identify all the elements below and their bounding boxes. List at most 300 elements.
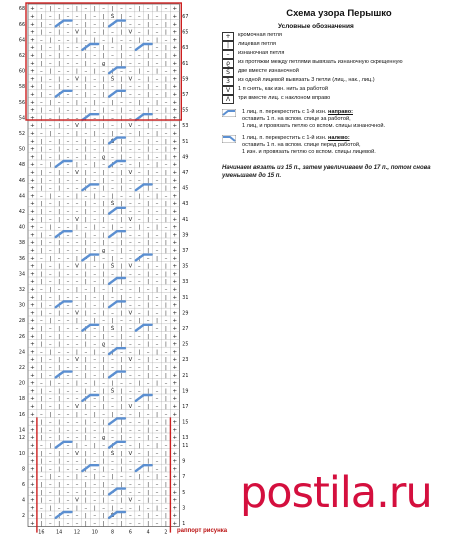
stitch-symbol: – [75,107,79,114]
stitch-symbol: – [137,84,141,91]
stitch-symbol: ϱ [101,60,106,67]
stitch-symbol: | [147,341,150,348]
stitch-symbol: – [75,138,79,145]
stitch-symbol: – [75,146,79,153]
stitch-symbol: – [66,37,70,44]
stitch-symbol: | [58,201,61,208]
stitch-symbol: – [128,513,132,520]
legend-panel [222,8,456,180]
stitch-symbol: | [111,68,114,75]
legend-item [222,77,456,86]
stitch-symbol: – [146,411,150,418]
stitch-symbol: – [155,115,159,122]
stitch-symbol: – [137,45,141,52]
stitch-symbol: | [147,84,150,91]
legend-list [222,32,456,104]
stitch-symbol: – [146,349,150,356]
stitch-symbol: – [155,53,159,59]
stitch-symbol: – [48,154,52,161]
stitch-symbol: – [93,21,97,28]
stitch-symbol: | [120,466,123,473]
legend-text: кромочная петля [238,32,282,38]
stitch-symbol: – [137,404,141,410]
stitch-symbol: | [102,388,105,395]
stitch-symbol: – [128,466,132,473]
stitch-symbol: – [155,240,159,247]
stitch-symbol: – [155,92,159,98]
stitch-symbol: – [128,365,132,371]
stitch-symbol: | [147,76,150,83]
stitch-symbol: | [147,201,150,208]
stitch-symbol: | [93,131,96,137]
stitch-symbol: | [147,60,150,67]
stitch-symbol: | [111,318,114,325]
stitch-symbol: – [111,419,114,426]
stitch-symbol: – [155,326,159,332]
stitch-symbol: | [120,201,123,208]
stitch-symbol: | [84,14,87,20]
stitch-symbol: – [48,419,52,426]
stitch-symbol: + [172,29,178,36]
stitch-symbol: – [48,29,52,36]
stitch-symbol: – [155,177,159,184]
stitch-symbol: – [128,92,132,98]
stitch-symbol: | [93,224,96,231]
stitch-symbol: – [146,474,150,481]
stitch-symbol: – [93,232,97,239]
row-number-left: 52 [18,132,25,137]
stitch-symbol: – [128,443,132,449]
stitch-symbol: | [58,279,61,286]
stitch-symbol: + [172,177,178,184]
stitch-symbol: + [172,146,178,153]
stitch-symbol: – [164,131,168,137]
stitch-symbol: | [58,92,61,98]
stitch-symbol: – [164,505,168,512]
stitch-symbol: | [84,53,87,59]
stitch-symbol: | [165,310,167,317]
stitch-symbol: – [84,37,88,44]
stitch-symbol: – [128,84,132,91]
stitch-symbol: – [128,185,132,192]
stitch-symbol: – [137,294,141,301]
stitch-symbol: | [165,365,167,371]
stitch-symbol: – [155,248,159,254]
stitch-symbol: | [120,209,123,215]
stitch-symbol: – [93,333,97,340]
row-number-right: 61 [182,61,189,67]
stitch-symbol: – [48,201,52,208]
stitch-symbol: + [30,92,35,98]
stitch-symbol: + [172,84,178,91]
stitch-symbol: | [102,310,105,317]
stitch-symbol: – [137,482,141,488]
stitch-symbol: – [93,435,97,442]
stitch-symbol: – [66,443,70,449]
stitch-symbol: – [93,404,97,410]
stitch-symbol: + [172,138,178,145]
stitch-symbol: – [102,224,106,231]
stitch-symbol: + [172,333,178,340]
stitch-symbol: | [111,131,114,137]
stitch-symbol: ϱ [101,341,106,348]
stitch-symbol: + [30,466,35,473]
stitch-symbol: | [102,333,105,340]
row-number-right: 63 [182,46,189,52]
stitch-symbol: Ś [110,388,115,395]
stitch-symbol: V [128,216,133,223]
stitch-symbol: | [93,505,96,512]
stitch-symbol: – [75,372,79,379]
stitch-symbol: + [172,497,178,504]
row-number-left: 28 [18,319,25,325]
stitch-symbol: – [137,419,141,426]
stitch-symbol: | [84,302,87,309]
stitch-symbol: | [165,271,167,278]
stitch-symbol: – [66,372,70,379]
stitch-symbol: | [58,107,61,114]
stitch-symbol: | [156,224,158,231]
stitch-symbol: | [102,92,105,98]
stitch-symbol: – [93,123,97,130]
stitch-symbol: – [111,146,114,153]
stitch-symbol: – [128,411,132,418]
stitch-symbol: – [66,489,70,496]
stitch-symbol: – [48,263,52,270]
stitch-symbol: – [48,92,52,98]
stitch-symbol: – [48,365,52,371]
row-number-right: 13 [182,436,189,442]
stitch-symbol: – [155,271,159,278]
stitch-symbol: | [58,482,61,488]
stitch-symbol: – [75,294,79,301]
stitch-symbol: + [172,396,178,403]
stitch-symbol: | [40,419,43,426]
stitch-symbol: – [48,21,52,28]
stitch-symbol: + [172,248,178,254]
stitch-symbol: – [48,209,52,215]
stitch-symbol: + [30,45,35,52]
stitch-symbol: | [84,404,87,410]
stitch-symbol: | [84,427,87,434]
stitch-symbol: – [48,177,52,184]
row-number-left: 24 [18,350,25,356]
legend-symbol: Ś [222,68,234,77]
stitch-symbol: + [30,60,35,67]
stitch-symbol: | [156,505,158,512]
column-number: 6 [128,530,132,536]
stitch-symbol: – [66,115,70,122]
row-number-left: 40 [18,225,25,231]
stitch-symbol: – [137,170,141,176]
row-number-right: 43 [182,202,189,208]
stitch-symbol: | [120,240,123,247]
stitch-symbol: – [111,357,114,364]
stitch-symbol: | [165,427,167,434]
stitch-symbol: | [58,123,61,130]
stitch-symbol: | [58,263,61,270]
stitch-symbol: | [120,326,123,332]
stitch-symbol: | [58,232,61,239]
row-number-right: 65 [182,30,189,36]
stitch-symbol: | [120,53,123,59]
stitch-symbol: | [76,380,78,387]
stitch-symbol: | [120,185,123,192]
stitch-symbol: + [172,404,178,410]
stitch-symbol: + [172,318,178,325]
stitch-symbol: – [84,505,88,512]
stitch-symbol: – [84,6,88,13]
stitch-symbol: – [155,209,159,215]
stitch-symbol: – [66,21,70,28]
stitch-symbol: – [137,302,141,309]
stitch-symbol: | [165,60,167,67]
stitch-symbol: – [137,271,141,278]
stitch-symbol: + [172,357,178,364]
stitch-symbol: | [40,404,43,410]
stitch-symbol: | [40,302,43,309]
stitch-symbol: – [48,146,52,153]
stitch-symbol: | [76,99,78,106]
stitch-symbol: | [120,302,123,309]
row-number-left: 48 [18,163,25,169]
stitch-symbol: | [138,99,141,106]
stitch-symbol: – [128,21,132,28]
stitch-symbol: | [58,466,61,473]
stitch-symbol: – [75,521,79,527]
stitch-symbol: – [137,60,141,67]
stitch-symbol: | [102,497,105,504]
stitch-symbol: V [128,310,133,317]
stitch-symbol: – [93,294,97,301]
stitch-symbol: | [40,107,43,114]
stitch-symbol: | [111,224,114,231]
stitch-symbol: + [30,326,35,332]
stitch-symbol: – [120,68,123,75]
stitch-symbol: | [147,489,150,496]
stitch-symbol: – [111,294,114,301]
stitch-symbol: – [111,310,114,317]
stitch-symbol: – [39,6,43,13]
stitch-symbol: | [120,435,123,442]
stitch-symbol: | [165,279,167,286]
stitch-symbol: | [40,521,43,527]
stitch-symbol: | [138,411,141,418]
stitch-symbol: | [165,123,167,130]
stitch-symbol: | [120,521,123,527]
stitch-symbol: – [75,240,79,247]
stitch-symbol: – [111,21,114,28]
row-number-right: 51 [182,139,189,145]
stitch-symbol: | [111,6,114,13]
stitch-symbol: | [120,146,123,153]
stitch-symbol: – [111,466,114,473]
stitch-symbol: | [49,349,52,356]
stitch-symbol: + [172,185,178,192]
stitch-symbol: | [138,224,141,231]
stitch-symbol: | [49,380,52,387]
stitch-symbol: + [30,411,35,418]
stitch-symbol: | [147,146,150,153]
stitch-symbol: | [120,248,123,254]
stitch-symbol: | [40,365,43,371]
stitch-symbol: | [58,341,61,348]
stitch-symbol: – [111,154,114,161]
stitch-symbol: – [93,419,97,426]
stitch-symbol: – [111,209,114,215]
stitch-symbol: – [137,146,141,153]
stitch-symbol: – [48,372,52,379]
stitch-symbol: + [172,365,178,371]
stitch-symbol: – [57,193,61,200]
stitch-symbol: – [137,310,141,317]
stitch-symbol: | [111,287,114,293]
stitch-symbol: – [75,326,79,332]
stitch-symbol: – [120,380,123,387]
stitch-symbol: + [30,6,35,13]
stitch-symbol: – [164,349,168,356]
stitch-symbol: – [39,131,43,137]
stitch-symbol: | [84,92,87,98]
stitch-symbol: + [172,505,178,512]
stitch-symbol: – [75,489,79,496]
stitch-symbol: – [48,427,52,434]
stitch-symbol: – [66,14,70,20]
stitch-symbol: – [137,489,141,496]
stitch-symbol: | [76,37,78,44]
stitch-symbol: – [137,365,141,371]
stitch-symbol: | [49,318,52,325]
stitch-symbol: | [165,216,167,223]
stitch-symbol: – [137,450,141,457]
stitch-symbol: – [128,372,132,379]
stitch-symbol: – [39,380,43,387]
stitch-symbol: + [172,216,178,223]
stitch-symbol: + [172,60,178,67]
legend-text: лицевая петля [238,41,276,47]
stitch-symbol: | [147,53,150,59]
legend-item [222,86,456,95]
stitch-symbol: – [120,411,123,418]
stitch-symbol: | [102,396,105,403]
stitch-symbol: – [137,76,141,83]
stitch-symbol: | [40,263,43,270]
stitch-symbol: – [155,419,159,426]
stitch-symbol: – [128,138,132,145]
row-number-right: 57 [182,93,189,98]
stitch-symbol: – [128,162,132,169]
stitch-symbol: | [84,21,87,28]
stitch-symbol: – [48,326,52,332]
stitch-symbol: – [66,435,70,442]
stitch-symbol: – [93,302,97,309]
stitch-symbol: | [40,513,43,520]
stitch-symbol: + [30,505,35,512]
cable-left-line1b: налево: [327,135,350,141]
stitch-symbol: + [30,201,35,208]
stitch-symbol: + [30,513,35,520]
stitch-symbol: | [147,294,150,301]
cable-right-entry [222,109,456,130]
stitch-symbol: – [164,411,168,418]
stitch-symbol: | [84,326,87,332]
stitch-symbol: + [30,310,35,317]
stitch-symbol: – [93,29,97,36]
stitch-symbol: – [102,443,106,449]
stitch-symbol: | [102,21,105,28]
stitch-symbol: Ś [110,76,115,83]
row-number-right: 45 [182,186,189,192]
stitch-symbol: – [48,232,52,239]
row-number-left: 62 [18,54,25,59]
stitch-symbol: – [48,123,52,130]
stitch-symbol: – [48,76,52,83]
stitch-symbol: | [40,177,43,184]
stitch-symbol: | [102,326,105,332]
stitch-symbol: | [102,216,105,223]
stitch-symbol: – [66,123,70,130]
stitch-symbol: – [66,154,70,161]
stitch-symbol: + [172,162,178,169]
stitch-symbol: – [57,474,61,481]
stitch-symbol: | [165,115,167,122]
stitch-symbol: – [93,138,97,145]
stitch-symbol: – [66,279,70,286]
stitch-symbol: | [102,489,105,496]
stitch-symbol: – [66,482,70,488]
stitch-symbol: V [75,170,79,176]
stitch-symbol: – [66,263,70,270]
stitch-symbol: – [48,521,52,527]
stitch-symbol: V [128,263,133,270]
stitch-symbol: | [102,513,105,520]
stitch-symbol: | [84,209,87,215]
stitch-symbol: | [147,21,150,28]
stitch-symbol: + [30,255,35,262]
stitch-symbol: | [138,131,141,137]
stitch-symbol: – [66,92,70,98]
stitch-symbol: | [147,427,150,434]
stitch-symbol: – [75,201,79,208]
stitch-symbol: – [66,248,70,254]
stitch-symbol: – [39,318,43,325]
stitch-symbol: ϱ [101,435,106,442]
stitch-symbol: | [165,466,167,473]
stitch-symbol: | [102,419,105,426]
stitch-symbol: – [137,53,141,59]
stitch-symbol: | [120,388,123,395]
stitch-symbol: – [75,396,79,403]
stitch-symbol: – [111,341,114,348]
stitch-symbol: + [30,333,35,340]
stitch-symbol: | [40,14,43,20]
stitch-symbol: – [48,240,52,247]
stitch-symbol: | [49,287,52,293]
stitch-symbol: | [147,466,150,473]
stitch-symbol: | [93,193,96,200]
stitch-symbol: + [30,380,35,387]
stitch-symbol: – [57,6,61,13]
stitch-symbol: – [93,372,97,379]
stitch-symbol: + [172,287,178,293]
stitch-symbol: + [30,138,35,145]
stitch-symbol: – [128,107,132,114]
stitch-symbol: – [93,513,97,520]
stitch-symbol: – [128,341,132,348]
stitch-symbol: | [40,357,43,364]
stitch-symbol: | [147,333,150,340]
stitch-symbol: – [93,209,97,215]
